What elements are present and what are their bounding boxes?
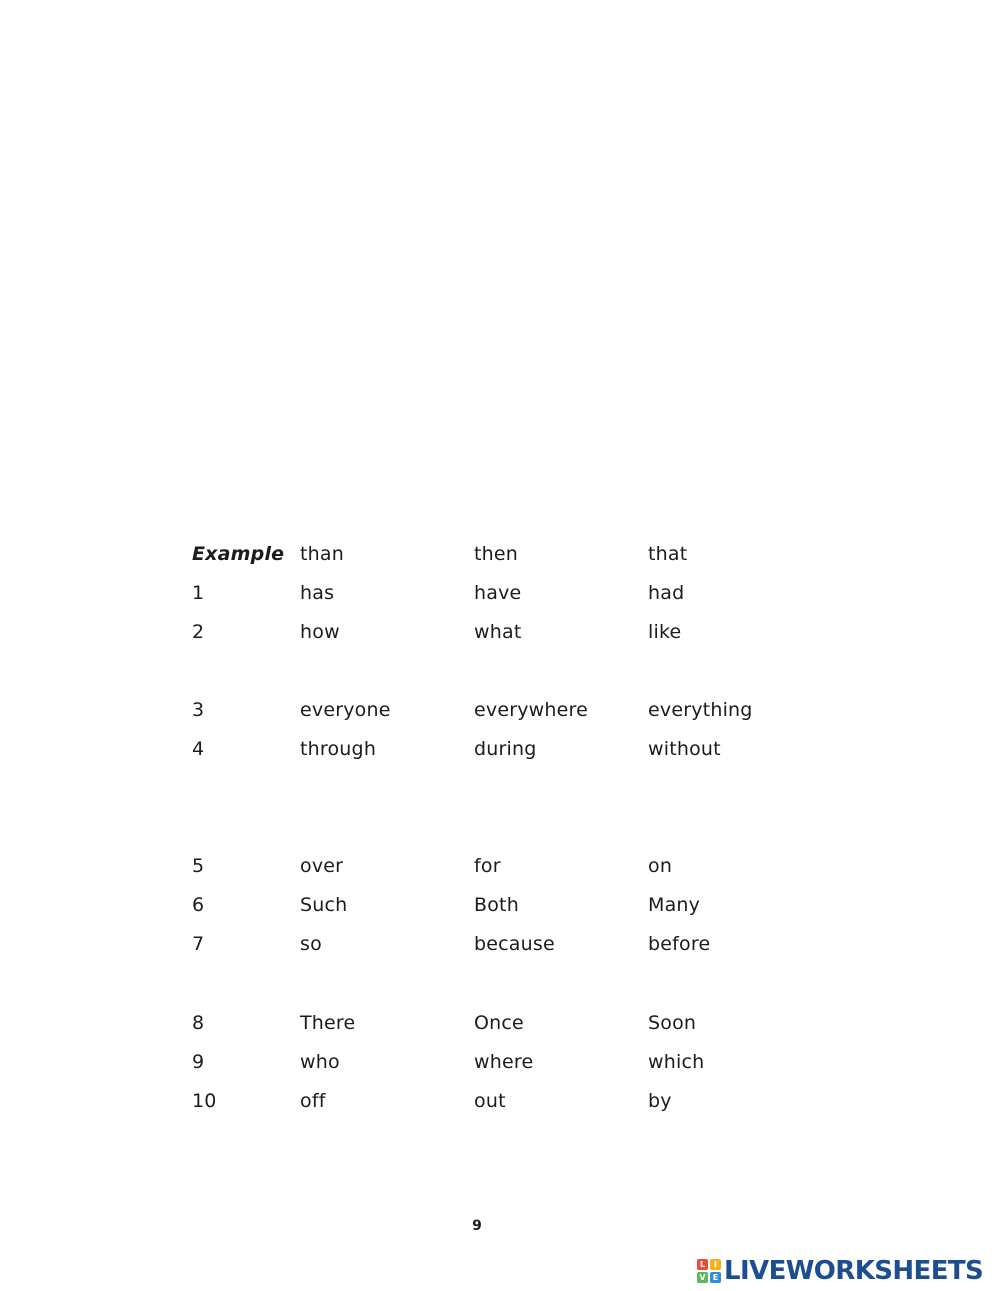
row-label: Example [192, 543, 285, 565]
word-option-a[interactable]: through [300, 738, 377, 760]
word-option-a[interactable]: how [300, 621, 340, 643]
word-option-c[interactable]: which [648, 1051, 705, 1073]
word-option-c: that [648, 543, 688, 565]
word-option-b[interactable]: where [474, 1051, 534, 1073]
word-option-a[interactable]: everyone [300, 699, 391, 721]
word-row-10 [0, 1086, 1000, 1116]
word-option-a[interactable]: off [300, 1090, 326, 1112]
word-row-9 [0, 1047, 1000, 1077]
word-row-4 [0, 734, 1000, 764]
word-option-b[interactable]: Once [474, 1012, 524, 1034]
word-row-3 [0, 695, 1000, 725]
word-row-2 [0, 617, 1000, 647]
word-option-b[interactable]: what [474, 621, 522, 643]
word-option-a[interactable]: over [300, 855, 344, 877]
logo-square-v: V [697, 1272, 708, 1283]
word-row-example [0, 539, 1000, 569]
word-option-c[interactable]: had [648, 582, 685, 604]
word-row-6 [0, 890, 1000, 920]
word-row-8 [0, 1008, 1000, 1038]
row-number: 8 [192, 1012, 205, 1034]
word-option-a[interactable]: Such [300, 894, 348, 916]
word-option-a[interactable]: has [300, 582, 335, 604]
row-number: 6 [192, 894, 205, 916]
word-option-c[interactable]: by [648, 1090, 672, 1112]
word-option-c[interactable]: everything [648, 699, 753, 721]
word-option-b: then [474, 543, 519, 565]
word-row-5 [0, 851, 1000, 881]
word-option-c[interactable]: Many [648, 894, 701, 916]
logo-square-i: I [710, 1259, 721, 1270]
liveworksheets-logo [697, 1254, 983, 1288]
word-option-c[interactable]: without [648, 738, 721, 760]
row-number: 5 [192, 855, 205, 877]
logo-squares-icon [697, 1259, 721, 1283]
row-number: 10 [192, 1090, 217, 1112]
word-option-c[interactable]: on [648, 855, 673, 877]
row-number: 2 [192, 621, 205, 643]
row-number: 7 [192, 933, 205, 955]
word-option-b[interactable]: out [474, 1090, 506, 1112]
word-option-b[interactable]: everywhere [474, 699, 589, 721]
word-option-b[interactable]: have [474, 582, 522, 604]
page-number: 9 [472, 1218, 482, 1234]
word-row-1 [0, 578, 1000, 608]
word-option-b[interactable]: because [474, 933, 555, 955]
word-option-a[interactable]: so [300, 933, 322, 955]
row-number: 4 [192, 738, 205, 760]
word-option-b[interactable]: Both [474, 894, 519, 916]
word-option-a[interactable]: There [300, 1012, 356, 1034]
logo-wordmark: LIVEWORKSHEETS [724, 1256, 984, 1286]
row-number: 1 [192, 582, 205, 604]
logo-square-l: L [697, 1259, 708, 1270]
word-option-a: than [300, 543, 344, 565]
word-option-a[interactable]: who [300, 1051, 340, 1073]
word-row-7 [0, 929, 1000, 959]
word-option-c[interactable]: Soon [648, 1012, 697, 1034]
word-option-c[interactable]: like [648, 621, 682, 643]
word-option-b[interactable]: for [474, 855, 501, 877]
row-number: 9 [192, 1051, 205, 1073]
word-option-c[interactable]: before [648, 933, 711, 955]
word-option-b[interactable]: during [474, 738, 537, 760]
logo-square-e: E [710, 1272, 721, 1283]
row-number: 3 [192, 699, 205, 721]
